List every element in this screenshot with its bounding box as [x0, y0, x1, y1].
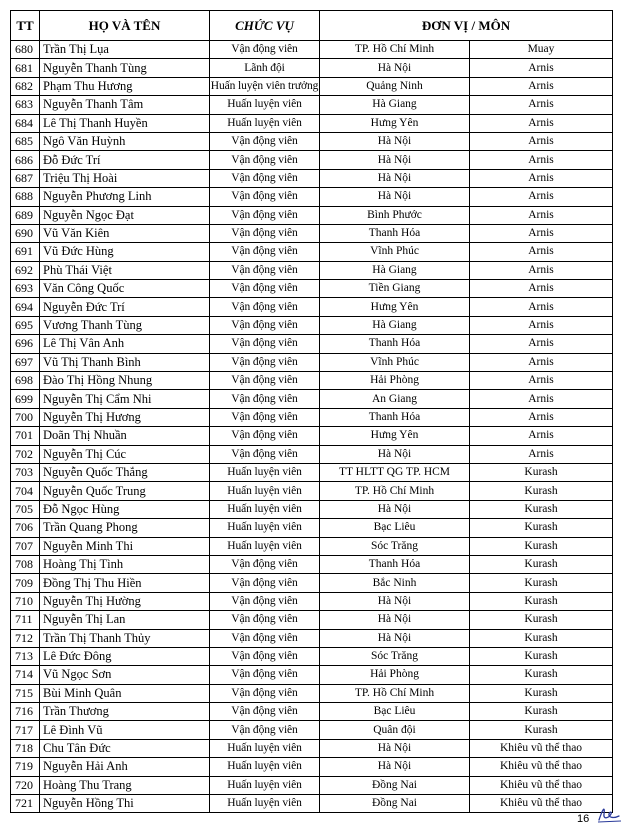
- cell-role: Vận động viên: [210, 261, 320, 279]
- cell-role: Vận động viên: [210, 408, 320, 426]
- cell-name: Vũ Đức Hùng: [40, 243, 210, 261]
- table-row: [11, 353, 613, 371]
- cell-role: Vận động viên: [210, 372, 320, 390]
- cell-role: Huấn luyện viên: [210, 776, 320, 794]
- cell-sport: Kurash: [470, 574, 613, 592]
- cell-role: Huấn luyện viên: [210, 537, 320, 555]
- cell-tt: 715: [11, 684, 40, 702]
- cell-role: Vận động viên: [210, 574, 320, 592]
- cell-name: Vương Thanh Tùng: [40, 316, 210, 334]
- table-row: [11, 574, 613, 592]
- cell-unit: Hải Phòng: [320, 372, 470, 390]
- table-row: [11, 592, 613, 610]
- cell-tt: 701: [11, 427, 40, 445]
- cell-sport: Arnis: [470, 151, 613, 169]
- table-row: [11, 77, 613, 95]
- table-body: [11, 41, 613, 813]
- cell-role: Vận động viên: [210, 592, 320, 610]
- cell-unit: Hà Nội: [320, 611, 470, 629]
- table-row: [11, 41, 613, 59]
- cell-name: Phù Thái Việt: [40, 261, 210, 279]
- cell-unit: Quảng Ninh: [320, 77, 470, 95]
- cell-unit: Tiền Giang: [320, 280, 470, 298]
- header-tt: TT: [11, 11, 40, 41]
- cell-name: Nguyễn Thị Lan: [40, 611, 210, 629]
- cell-unit: Bình Phước: [320, 206, 470, 224]
- cell-unit: Hà Nội: [320, 188, 470, 206]
- cell-sport: Arnis: [470, 390, 613, 408]
- cell-tt: 711: [11, 611, 40, 629]
- table-row: [11, 188, 613, 206]
- cell-unit: Hà Nội: [320, 592, 470, 610]
- cell-tt: 685: [11, 132, 40, 150]
- cell-sport: Arnis: [470, 96, 613, 114]
- table-row: [11, 59, 613, 77]
- cell-role: Vận động viên: [210, 629, 320, 647]
- cell-name: Đỗ Ngọc Hùng: [40, 500, 210, 518]
- table-row: [11, 298, 613, 316]
- cell-role: Huấn luyện viên: [210, 482, 320, 500]
- cell-sport: Kurash: [470, 703, 613, 721]
- table-row: [11, 758, 613, 776]
- table-row: [11, 261, 613, 279]
- header-role: CHỨC VỤ: [210, 11, 320, 41]
- table-row: [11, 703, 613, 721]
- cell-sport: Arnis: [470, 298, 613, 316]
- table-row: [11, 427, 613, 445]
- cell-name: Đỗ Đức Trí: [40, 151, 210, 169]
- cell-role: Vận động viên: [210, 298, 320, 316]
- cell-name: Nguyễn Thị Hương: [40, 408, 210, 426]
- cell-name: Nguyễn Hải Anh: [40, 758, 210, 776]
- cell-tt: 681: [11, 59, 40, 77]
- cell-unit: Hà Nội: [320, 629, 470, 647]
- cell-unit: Thanh Hóa: [320, 224, 470, 242]
- cell-sport: Kurash: [470, 647, 613, 665]
- cell-tt: 712: [11, 629, 40, 647]
- cell-name: Nguyễn Đức Trí: [40, 298, 210, 316]
- cell-name: Nguyễn Thanh Tâm: [40, 96, 210, 114]
- cell-tt: 702: [11, 445, 40, 463]
- cell-unit: TT HLTT QG TP. HCM: [320, 463, 470, 481]
- cell-unit: Hà Nội: [320, 739, 470, 757]
- cell-tt: 688: [11, 188, 40, 206]
- cell-sport: Arnis: [470, 372, 613, 390]
- cell-tt: 687: [11, 169, 40, 187]
- cell-role: Vận động viên: [210, 390, 320, 408]
- cell-role: Vận động viên: [210, 445, 320, 463]
- table-row: [11, 463, 613, 481]
- cell-name: Nguyễn Thị Hường: [40, 592, 210, 610]
- cell-name: Trần Thị Thanh Thủy: [40, 629, 210, 647]
- table-row: [11, 666, 613, 684]
- table-row: [11, 482, 613, 500]
- cell-unit: Vĩnh Phúc: [320, 353, 470, 371]
- table-row: [11, 316, 613, 334]
- cell-sport: Muay: [470, 41, 613, 59]
- cell-tt: 718: [11, 739, 40, 757]
- cell-role: Vận động viên: [210, 611, 320, 629]
- cell-sport: Khiêu vũ thể thao: [470, 758, 613, 776]
- cell-tt: 710: [11, 592, 40, 610]
- cell-role: Vận động viên: [210, 169, 320, 187]
- table-row: [11, 114, 613, 132]
- cell-sport: Arnis: [470, 77, 613, 95]
- cell-sport: Kurash: [470, 482, 613, 500]
- cell-sport: Arnis: [470, 243, 613, 261]
- cell-sport: Arnis: [470, 316, 613, 334]
- cell-unit: An Giang: [320, 390, 470, 408]
- table-row: [11, 611, 613, 629]
- cell-tt: 706: [11, 519, 40, 537]
- cell-role: Vận động viên: [210, 555, 320, 573]
- table-row: [11, 335, 613, 353]
- cell-tt: 691: [11, 243, 40, 261]
- cell-role: Huấn luyện viên: [210, 739, 320, 757]
- cell-role: Huấn luyện viên: [210, 519, 320, 537]
- cell-sport: Arnis: [470, 427, 613, 445]
- header-name: HỌ VÀ TÊN: [40, 11, 210, 41]
- cell-role: Huấn luyện viên: [210, 463, 320, 481]
- cell-role: Vận động viên: [210, 243, 320, 261]
- cell-tt: 694: [11, 298, 40, 316]
- cell-sport: Kurash: [470, 519, 613, 537]
- page-number: 16: [577, 813, 590, 825]
- cell-name: Nguyễn Thị Cẩm Nhi: [40, 390, 210, 408]
- table-row: [11, 647, 613, 665]
- cell-unit: Hà Nội: [320, 59, 470, 77]
- cell-unit: Thanh Hóa: [320, 408, 470, 426]
- cell-tt: 716: [11, 703, 40, 721]
- cell-sport: Kurash: [470, 666, 613, 684]
- table-row: [11, 151, 613, 169]
- cell-unit: TP. Hồ Chí Minh: [320, 482, 470, 500]
- cell-tt: 700: [11, 408, 40, 426]
- cell-unit: TP. Hồ Chí Minh: [320, 684, 470, 702]
- cell-name: Hoàng Thu Trang: [40, 776, 210, 794]
- cell-unit: Hải Phòng: [320, 666, 470, 684]
- cell-role: Vận động viên: [210, 188, 320, 206]
- cell-unit: Đồng Nai: [320, 795, 470, 813]
- cell-tt: 707: [11, 537, 40, 555]
- cell-sport: Arnis: [470, 335, 613, 353]
- table-row: [11, 519, 613, 537]
- cell-sport: Khiêu vũ thể thao: [470, 795, 613, 813]
- table-row: [11, 390, 613, 408]
- cell-tt: 693: [11, 280, 40, 298]
- header-unit: ĐƠN VỊ / MÔN: [320, 11, 613, 41]
- table-row: [11, 721, 613, 739]
- cell-unit: Quân đội: [320, 721, 470, 739]
- cell-tt: 698: [11, 372, 40, 390]
- cell-sport: Kurash: [470, 592, 613, 610]
- cell-tt: 695: [11, 316, 40, 334]
- cell-role: Huấn luyện viên: [210, 758, 320, 776]
- cell-tt: 717: [11, 721, 40, 739]
- cell-name: Nguyễn Thị Cúc: [40, 445, 210, 463]
- cell-name: Lê Thị Thanh Huyền: [40, 114, 210, 132]
- cell-role: Vận động viên: [210, 224, 320, 242]
- cell-name: Ngô Văn Huỳnh: [40, 132, 210, 150]
- cell-role: Vận động viên: [210, 427, 320, 445]
- cell-tt: 699: [11, 390, 40, 408]
- cell-tt: 705: [11, 500, 40, 518]
- cell-sport: Kurash: [470, 611, 613, 629]
- cell-sport: Arnis: [470, 188, 613, 206]
- cell-tt: 689: [11, 206, 40, 224]
- table-row: [11, 132, 613, 150]
- cell-tt: 682: [11, 77, 40, 95]
- cell-role: Huấn luyện viên: [210, 795, 320, 813]
- cell-role: Vận động viên: [210, 703, 320, 721]
- cell-role: Lãnh đội: [210, 59, 320, 77]
- table-row: [11, 224, 613, 242]
- table-row: [11, 739, 613, 757]
- cell-unit: Đồng Nai: [320, 776, 470, 794]
- table-row: [11, 776, 613, 794]
- cell-tt: 686: [11, 151, 40, 169]
- cell-sport: Arnis: [470, 353, 613, 371]
- cell-sport: Kurash: [470, 537, 613, 555]
- cell-role: Vận động viên: [210, 132, 320, 150]
- cell-role: Vận động viên: [210, 335, 320, 353]
- cell-tt: 683: [11, 96, 40, 114]
- cell-unit: Hà Nội: [320, 758, 470, 776]
- cell-tt: 708: [11, 555, 40, 573]
- cell-sport: Arnis: [470, 114, 613, 132]
- cell-name: Trần Thương: [40, 703, 210, 721]
- cell-tt: 713: [11, 647, 40, 665]
- cell-sport: Khiêu vũ thể thao: [470, 739, 613, 757]
- cell-tt: 720: [11, 776, 40, 794]
- cell-name: Chu Tân Đức: [40, 739, 210, 757]
- cell-sport: Arnis: [470, 224, 613, 242]
- cell-role: Vận động viên: [210, 353, 320, 371]
- cell-sport: Arnis: [470, 261, 613, 279]
- cell-sport: Arnis: [470, 445, 613, 463]
- table-row: [11, 169, 613, 187]
- cell-unit: Hà Giang: [320, 316, 470, 334]
- cell-name: Nguyễn Hồng Thi: [40, 795, 210, 813]
- cell-sport: Kurash: [470, 555, 613, 573]
- cell-name: Vũ Văn Kiên: [40, 224, 210, 242]
- cell-sport: Kurash: [470, 684, 613, 702]
- cell-role: Vận động viên: [210, 206, 320, 224]
- cell-sport: Arnis: [470, 169, 613, 187]
- table-row: [11, 280, 613, 298]
- cell-sport: Arnis: [470, 280, 613, 298]
- cell-tt: 697: [11, 353, 40, 371]
- cell-sport: Kurash: [470, 500, 613, 518]
- table-row: [11, 684, 613, 702]
- cell-name: Nguyễn Minh Thi: [40, 537, 210, 555]
- cell-tt: 684: [11, 114, 40, 132]
- cell-sport: Arnis: [470, 206, 613, 224]
- cell-role: Vận động viên: [210, 721, 320, 739]
- table-row: [11, 372, 613, 390]
- cell-name: Trần Thị Lụa: [40, 41, 210, 59]
- table-row: [11, 555, 613, 573]
- cell-sport: Arnis: [470, 132, 613, 150]
- cell-tt: 680: [11, 41, 40, 59]
- signature-mark: [595, 802, 623, 824]
- cell-unit: Bạc Liêu: [320, 519, 470, 537]
- cell-name: Vũ Thị Thanh Bình: [40, 353, 210, 371]
- table-row: [11, 795, 613, 813]
- cell-role: Vận động viên: [210, 151, 320, 169]
- cell-sport: Kurash: [470, 629, 613, 647]
- cell-unit: Thanh Hóa: [320, 335, 470, 353]
- cell-name: Lê Đình Vũ: [40, 721, 210, 739]
- cell-unit: Sóc Trăng: [320, 647, 470, 665]
- cell-unit: Vĩnh Phúc: [320, 243, 470, 261]
- cell-unit: Thanh Hóa: [320, 555, 470, 573]
- cell-tt: 709: [11, 574, 40, 592]
- cell-name: Nguyễn Quốc Trung: [40, 482, 210, 500]
- table-row: [11, 629, 613, 647]
- cell-name: Triệu Thị Hoài: [40, 169, 210, 187]
- cell-unit: Hà Nội: [320, 132, 470, 150]
- cell-role: Vận động viên: [210, 316, 320, 334]
- cell-role: Huấn luyện viên: [210, 114, 320, 132]
- cell-role: Huấn luyện viên: [210, 500, 320, 518]
- cell-name: Đào Thị Hồng Nhung: [40, 372, 210, 390]
- cell-unit: Sóc Trăng: [320, 537, 470, 555]
- cell-name: Phạm Thu Hương: [40, 77, 210, 95]
- cell-name: Nguyễn Quốc Thắng: [40, 463, 210, 481]
- cell-unit: TP. Hồ Chí Minh: [320, 41, 470, 59]
- cell-name: Văn Công Quốc: [40, 280, 210, 298]
- cell-name: Vũ Ngọc Sơn: [40, 666, 210, 684]
- cell-unit: Hà Giang: [320, 96, 470, 114]
- cell-sport: Arnis: [470, 408, 613, 426]
- cell-tt: 692: [11, 261, 40, 279]
- cell-unit: Hà Nội: [320, 169, 470, 187]
- cell-unit: Hưng Yên: [320, 298, 470, 316]
- cell-name: Hoàng Thị Tình: [40, 555, 210, 573]
- cell-sport: Kurash: [470, 463, 613, 481]
- table-row: [11, 243, 613, 261]
- cell-name: Trần Quang Phong: [40, 519, 210, 537]
- cell-unit: Hà Giang: [320, 261, 470, 279]
- cell-name: Doãn Thị Nhuần: [40, 427, 210, 445]
- cell-unit: Bắc Ninh: [320, 574, 470, 592]
- cell-role: Vận động viên: [210, 41, 320, 59]
- cell-unit: Hưng Yên: [320, 114, 470, 132]
- table-header-row: [11, 11, 613, 41]
- personnel-table: [10, 10, 613, 813]
- cell-tt: 696: [11, 335, 40, 353]
- cell-name: Lê Thị Vân Anh: [40, 335, 210, 353]
- table-row: [11, 537, 613, 555]
- table-row: [11, 206, 613, 224]
- cell-unit: Hà Nội: [320, 500, 470, 518]
- cell-name: Nguyễn Ngọc Đạt: [40, 206, 210, 224]
- cell-name: Bùi Minh Quân: [40, 684, 210, 702]
- cell-unit: Hà Nội: [320, 151, 470, 169]
- cell-sport: Kurash: [470, 721, 613, 739]
- cell-unit: Hà Nội: [320, 445, 470, 463]
- cell-role: Huấn luyện viên trưởng: [210, 77, 320, 95]
- table-row: [11, 500, 613, 518]
- cell-name: Nguyễn Phương Linh: [40, 188, 210, 206]
- cell-unit: Hưng Yên: [320, 427, 470, 445]
- table-row: [11, 445, 613, 463]
- cell-tt: 690: [11, 224, 40, 242]
- cell-tt: 719: [11, 758, 40, 776]
- cell-tt: 703: [11, 463, 40, 481]
- cell-name: Lê Đức Đông: [40, 647, 210, 665]
- table-row: [11, 96, 613, 114]
- cell-tt: 721: [11, 795, 40, 813]
- table-row: [11, 408, 613, 426]
- cell-role: Huấn luyện viên: [210, 96, 320, 114]
- cell-unit: Bạc Liêu: [320, 703, 470, 721]
- cell-name: Đồng Thị Thu Hiền: [40, 574, 210, 592]
- cell-role: Vận động viên: [210, 280, 320, 298]
- cell-tt: 704: [11, 482, 40, 500]
- cell-role: Vận động viên: [210, 684, 320, 702]
- cell-role: Vận động viên: [210, 666, 320, 684]
- cell-name: Nguyễn Thanh Tùng: [40, 59, 210, 77]
- cell-sport: Arnis: [470, 59, 613, 77]
- cell-tt: 714: [11, 666, 40, 684]
- cell-role: Vận động viên: [210, 647, 320, 665]
- cell-sport: Khiêu vũ thể thao: [470, 776, 613, 794]
